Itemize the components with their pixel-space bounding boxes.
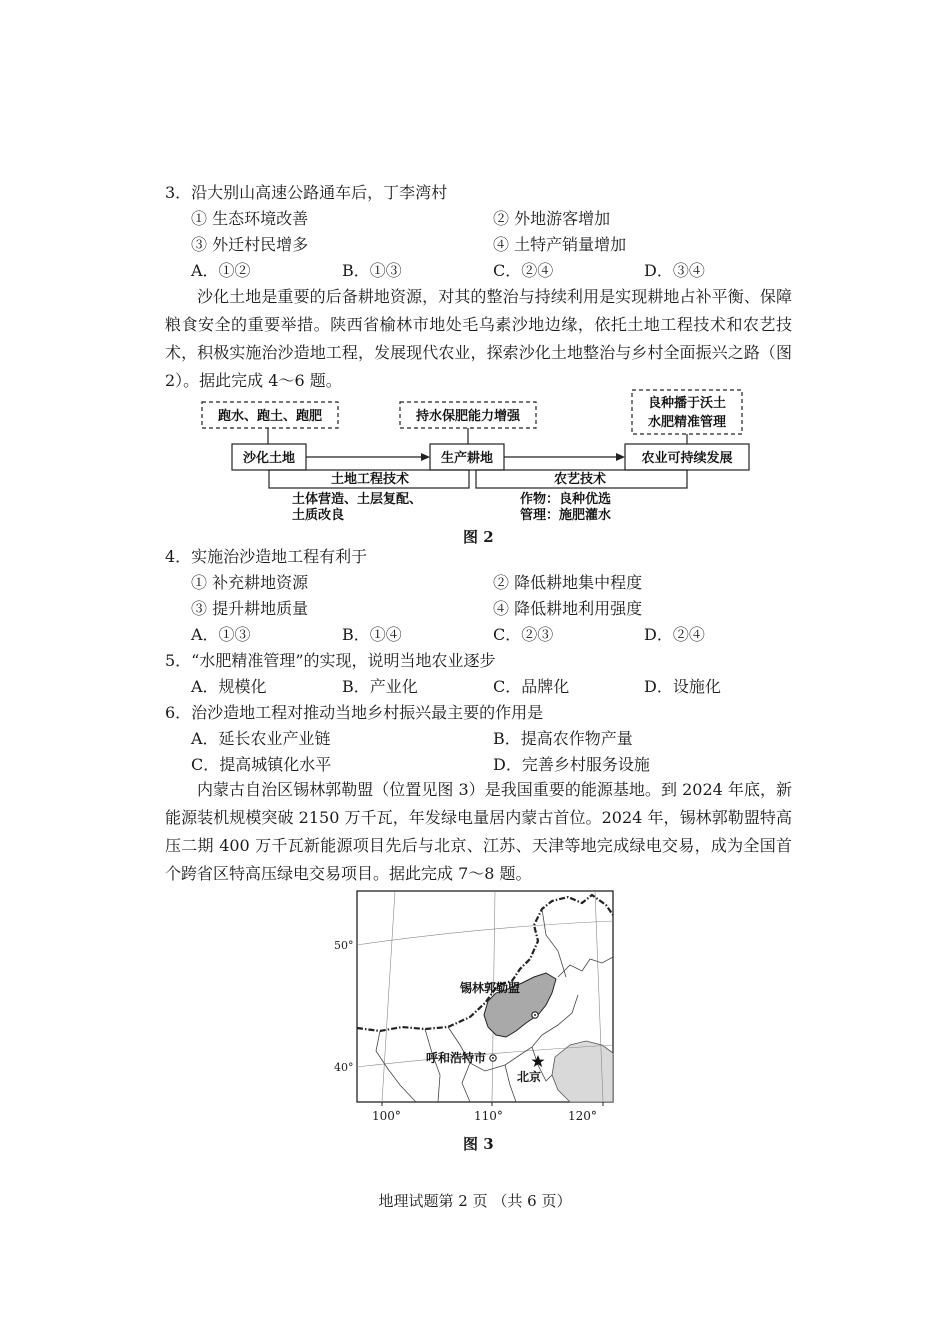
q6-option-a: A．延长农业产业链 [191, 729, 331, 748]
lon-110-label: 110° [474, 1109, 503, 1123]
tech-2-detail-1: 作物：良种优选 [520, 492, 612, 507]
label-hohhot: 呼和浩特市 [426, 1051, 487, 1065]
q6-stem: 6．治沙造地工程对推动当地乡村振兴最主要的作用是 [165, 703, 544, 722]
q5-option-c: C．品牌化 [493, 677, 570, 696]
lat-50-label: 50° [334, 939, 354, 952]
lon-120-label: 120° [568, 1109, 597, 1123]
q4-item-3: ③ 提升耕地质量 [191, 599, 309, 618]
top-left-label: 跑水、跑土、跑肥 [217, 409, 323, 424]
q4-option-a: A．①③ [191, 625, 251, 644]
tech-1-label: 土地工程技术 [330, 472, 410, 487]
figure-3-caption: 图 3 [463, 1135, 494, 1153]
figure-2-flowchart [200, 388, 760, 523]
q3-option-c: C．②④ [493, 261, 554, 280]
tech-1-detail-1: 土体营造、土层复配、 [292, 492, 423, 507]
node-1-label: 沙化土地 [242, 451, 296, 466]
top-right-label-1: 良种播于沃土 [647, 396, 727, 411]
lon-100-label: 100° [372, 1109, 401, 1123]
node-2-label: 生产耕地 [440, 451, 494, 466]
q5-stem: 5．“水肥精准管理”的实现，说明当地农业逐步 [165, 651, 496, 670]
tech-2-detail-2: 管理：施肥灌水 [520, 508, 612, 523]
page-footer: 地理试题第 2 页 （共 6 页） [378, 1192, 572, 1210]
passage-2: 内蒙古自治区锡林郭勒盟（位置见图 3）是我国重要的能源基地。到 2024 年底，新能源装机规模突破 2150 万千瓦，年发绿电量居内蒙古首位。2024 年，锡林郭勒盟特高压二期 400 万千瓦新能源项目先后与北京、江苏、天津等地完成绿电交易，成为全国首个跨省区特高压绿电交易项目。据此完成 7～8 题。 [165, 780, 792, 883]
q5-option-d: D．设施化 [644, 677, 721, 696]
q3-option-b: B．①③ [342, 261, 402, 280]
lat-40-label: 40° [334, 1061, 354, 1074]
q3-option-d: D．③④ [644, 261, 705, 280]
tech-2-label: 农艺技术 [553, 472, 607, 487]
q4-item-2: ② 降低耕地集中程度 [493, 573, 643, 592]
q4-stem: 4．实施治沙造地工程有利于 [165, 547, 368, 566]
q4-option-c: C．②③ [493, 625, 554, 644]
q5-option-a: A．规模化 [191, 677, 267, 696]
passage-1: 沙化土地是重要的后备耕地资源，对其的整治与持续利用是实现耕地占补平衡、保障粮食安全的重要举措。陕西省榆林市地处毛乌素沙地边缘，依托土地工程技术和农艺技术，积极实施治沙造地工程，发展现代农业，探索沙化土地整治与乡村全面振兴之路（图 2）。据此完成 4～6 题。 [165, 287, 792, 390]
label-beijing: 北京 [517, 1070, 542, 1084]
label-xilingol: 锡林郭勒盟 [460, 981, 521, 995]
q3-item-4: ④ 土特产销量增加 [493, 235, 627, 254]
q3-item-2: ② 外地游客增加 [493, 209, 611, 228]
q4-option-b: B．①④ [342, 625, 402, 644]
q3-option-a: A．①② [191, 261, 251, 280]
figure-2-caption: 图 2 [463, 528, 494, 546]
q3-stem: 3．沿大别山高速公路通车后，丁李湾村 [165, 183, 448, 202]
q3-item-3: ③ 外迁村民增多 [191, 235, 309, 254]
q6-option-d: D．完善乡村服务设施 [493, 755, 650, 774]
q4-item-4: ④ 降低耕地利用强度 [493, 599, 643, 618]
figure-3-map [320, 885, 620, 1110]
q4-option-d: D．②④ [644, 625, 705, 644]
top-right-label-2: 水肥精准管理 [647, 415, 727, 430]
q5-option-b: B．产业化 [342, 677, 418, 696]
tech-1-detail-2: 土质改良 [292, 508, 345, 523]
q6-option-b: B．提高农作物产量 [493, 729, 633, 748]
q4-item-1: ① 补充耕地资源 [191, 573, 309, 592]
q3-item-1: ① 生态环境改善 [191, 209, 309, 228]
q6-option-c: C．提高城镇化水平 [191, 755, 332, 774]
top-mid-label: 持水保肥能力增强 [415, 409, 521, 424]
node-3-label: 农业可持续发展 [641, 451, 733, 466]
